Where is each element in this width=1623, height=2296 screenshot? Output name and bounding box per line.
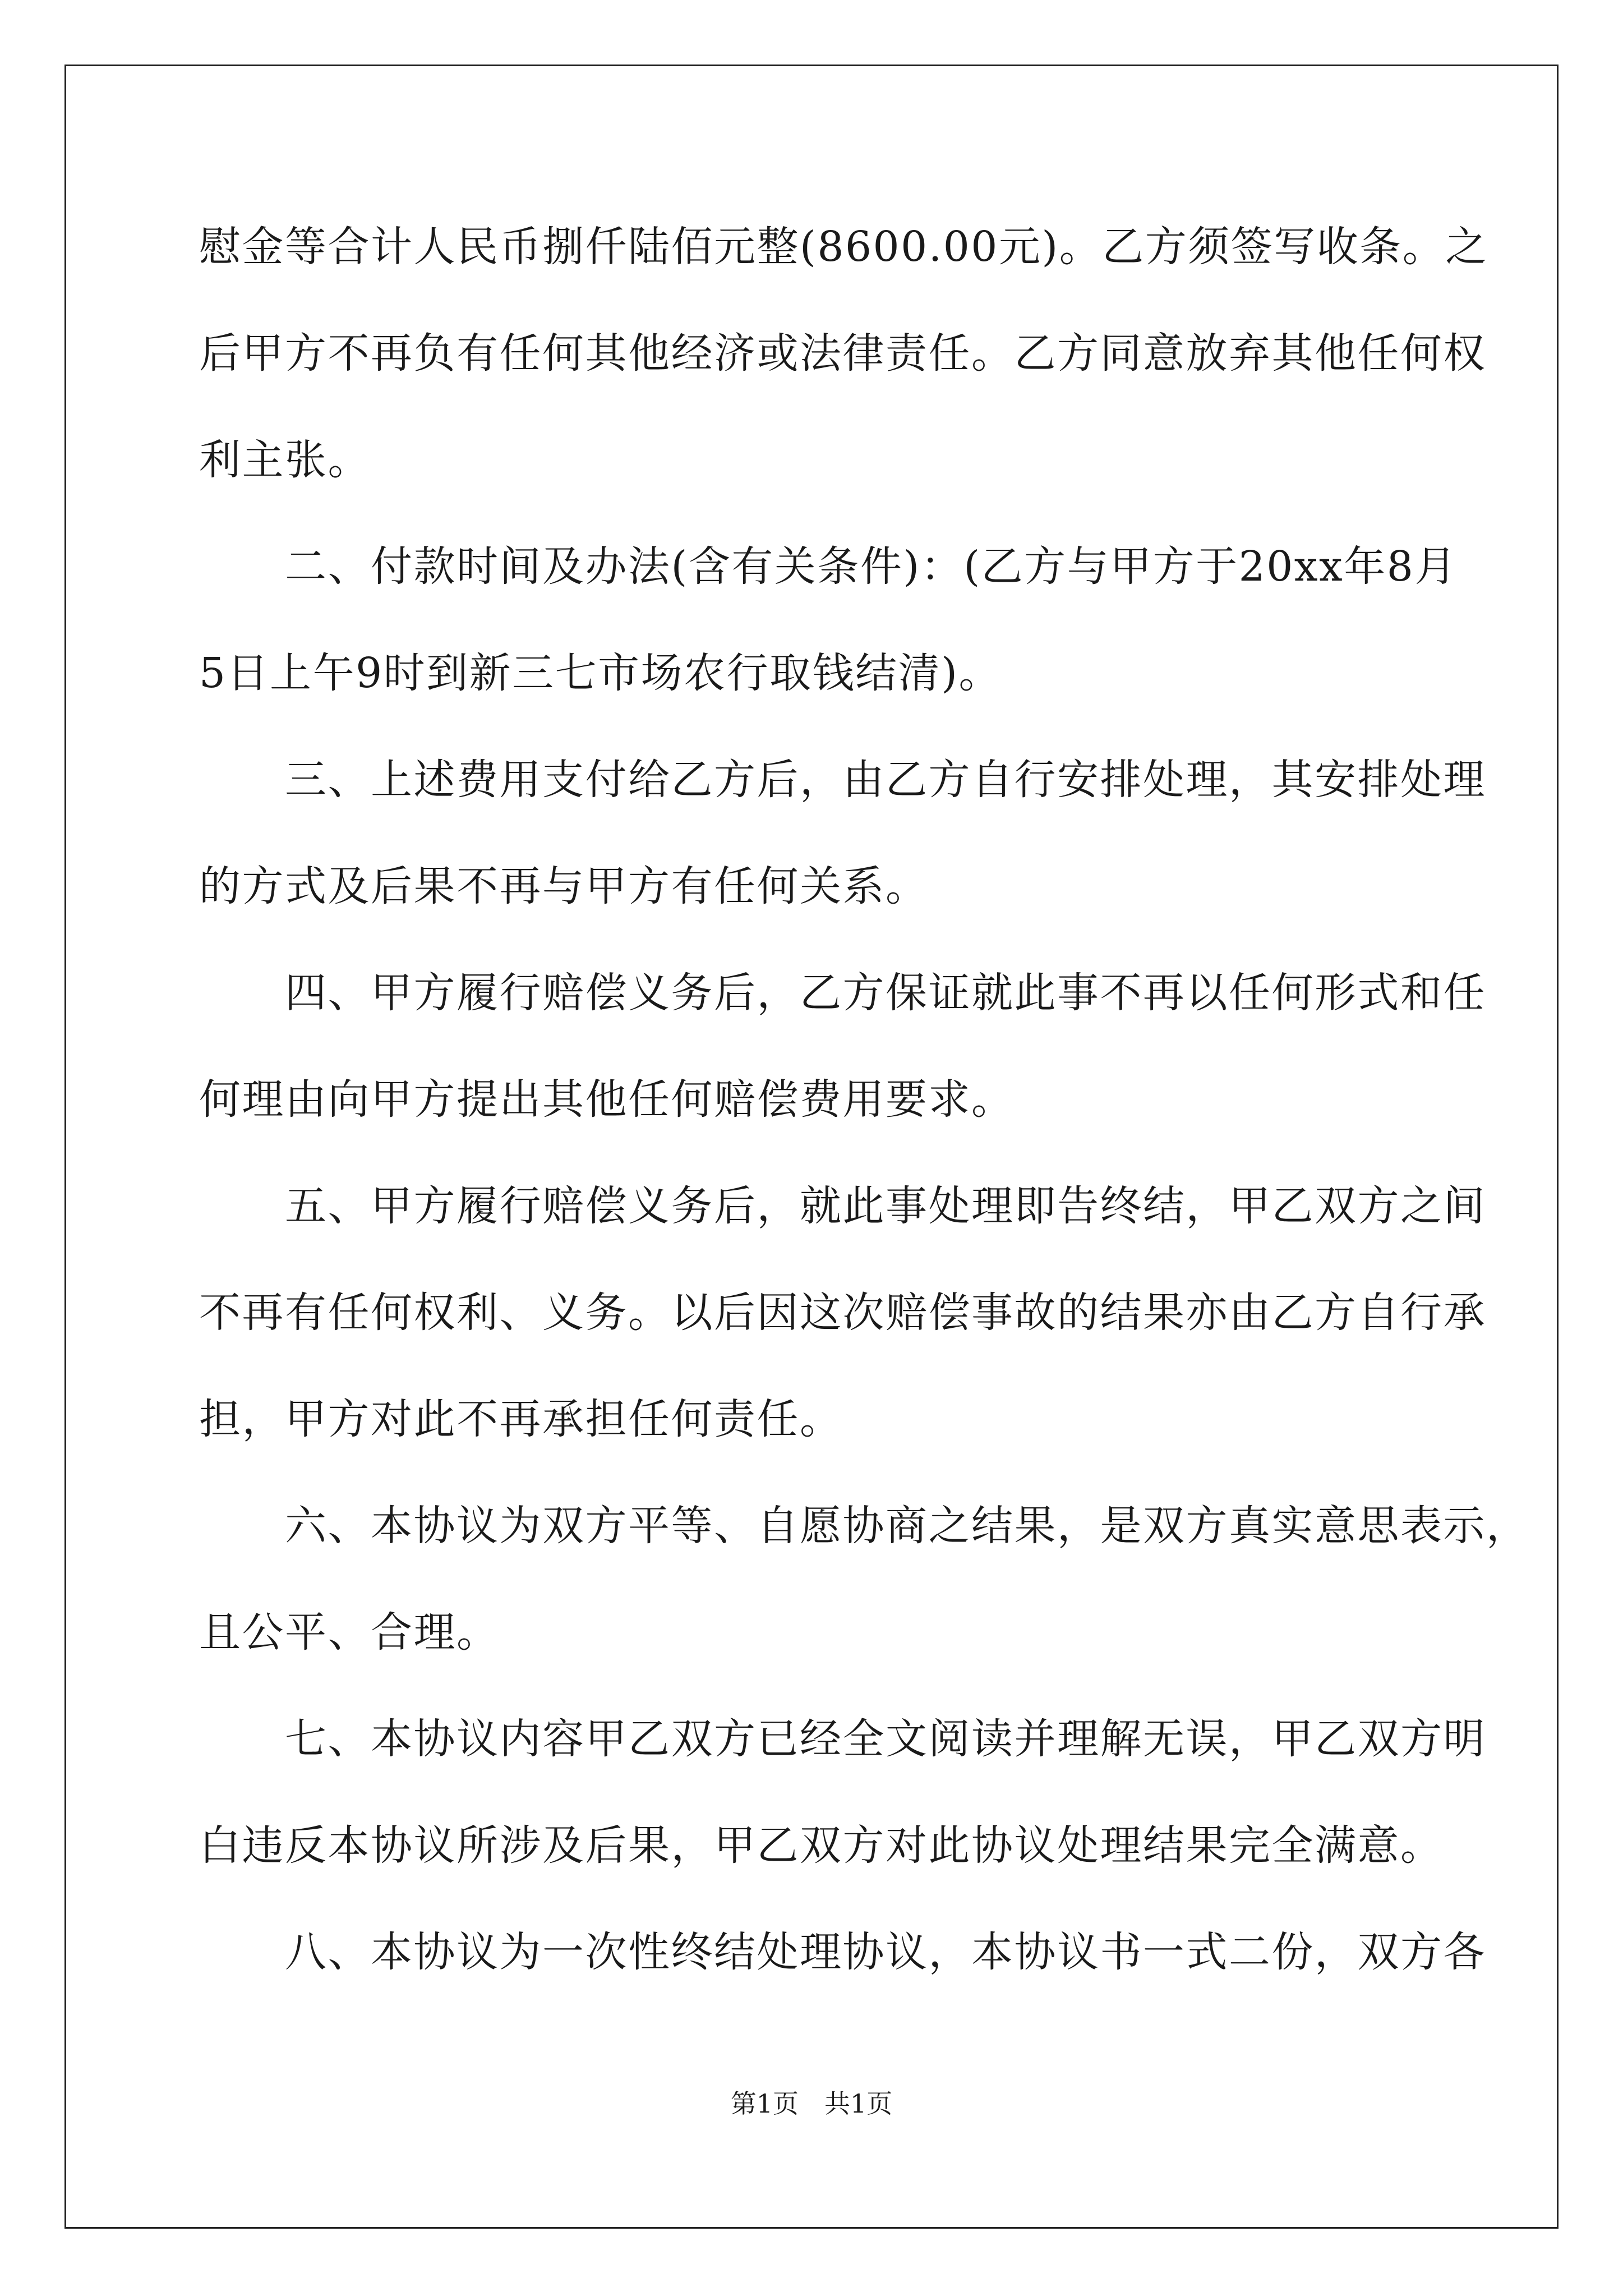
text-line: 不再有任何权利、义务。以后因这次赔偿事故的结果亦由乙方自行承 (199, 1289, 1486, 1337)
text-line: 五、甲方履行赔偿义务后，就此事处理即告终结，甲乙双方之间 (199, 1182, 1486, 1230)
text-line: 利主张。 (199, 436, 371, 484)
text-line: 且公平、合理。 (199, 1608, 500, 1657)
text-line: 何理由向甲方提出其他任何赔偿费用要求。 (199, 1075, 1015, 1124)
text-line: 慰金等合计人民币捌仟陆佰元整(8600.00元)。乙方须签写收条。之 (199, 223, 1488, 271)
text-line: 七、本协议内容甲乙双方已经全文阅读并理解无误，甲乙双方明 (199, 1715, 1486, 1763)
text-line: 六、本协议为双方平等、自愿协商之结果，是双方真实意思表示， (199, 1502, 1529, 1550)
page-number-footer: 第1页 共1页 (730, 2088, 893, 2119)
text-line: 担，甲方对此不再承担任何责任。 (199, 1395, 843, 1443)
document-body (199, 216, 1529, 2028)
text-line: 5日上午9时到新三七市场农行取钱结清)。 (199, 649, 1002, 697)
text-line: 后甲方不再负有任何其他经济或法律责任。乙方同意放弃其他任何权 (199, 329, 1486, 378)
text-line: 三、上述费用支付给乙方后，由乙方自行安排处理，其安排处理 (199, 756, 1486, 804)
text-line: 白违反本协议所涉及后果，甲乙双方对此协议处理结果完全满意。 (199, 1821, 1444, 1870)
text-line: 的方式及后果不再与甲方有任何关系。 (199, 862, 929, 910)
text-line: 八、本协议为一次性终结处理协议，本协议书一式二份，双方各 (199, 1928, 1486, 1976)
text-line: 二、付款时间及办法(含有关条件)：(乙方与甲方于20xx年8月 (199, 542, 1458, 591)
text-line: 四、甲方履行赔偿义务后，乙方保证就此事不再以任何形式和任 (199, 969, 1486, 1017)
